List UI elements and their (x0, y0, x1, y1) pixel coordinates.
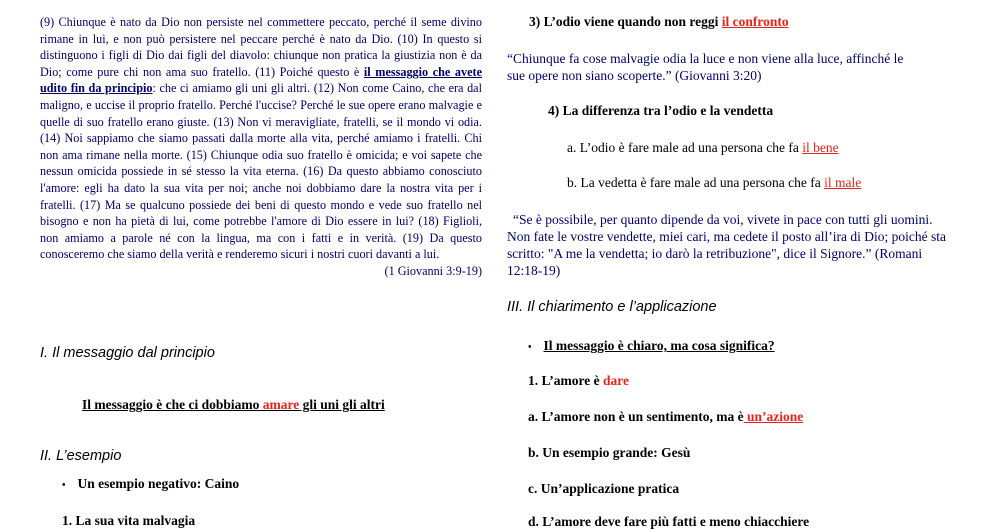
clarification-bullet-text: Il messaggio è chiaro, ma cosa significa? (543, 338, 775, 353)
sub-a-blank: il bene (802, 140, 839, 155)
point-c: c. Un’applicazione pratica (528, 481, 680, 496)
item-3 (529, 14, 789, 30)
point-b: b. Un esempio grande: Gesù (528, 445, 691, 460)
quote-john: “Chiunque fa cose malvagie odia la luce e non viene alla luce, affinché le sue opere non siano scoperte.” (Giovanni 3:20) (507, 51, 904, 83)
point-1 (528, 373, 629, 389)
message-blank: amare (262, 397, 300, 412)
passage-text-1: (9) Chiunque è nato da Dio non persiste nel commettere peccato, perché il seme divino rimane in lui, e non può persistere nel peccare perché è nato da Dio. (10) In questo si distinguono i figli di Dio dai figli del diavolo: chiunque non pratica la giustizia non è da Dio; come pure chi non ama suo fratello. (11) Poiché questo è (40, 15, 482, 79)
cut-off-line-right: d. L’amore deve fare più fatti e meno chiacchiere (528, 514, 810, 529)
message-post: gli uni gli altri (299, 397, 385, 412)
point-1-blank: dare (603, 373, 629, 388)
passage-highlight: il messaggio che avete udito fin da principio (40, 64, 482, 96)
cut-off-line-left: 1. La sua vita malvagia (62, 513, 196, 528)
passage-reference: (1 Giovanni 3:9-19) (384, 263, 482, 278)
heading-message: I. Il messaggio dal principio (40, 345, 215, 361)
passage-text-2: : che ci amiamo gli uni gli altri. (12) Non come Caino, che era dal maligno, e uccise il proprio fratello. Perché l'uccise? Perché le sue opere erano malvagie e quelle di suo fratello erano giuste. (13) Non vi meravigliate, fratelli, se il mondo vi odia. (14) Noi sappiamo che siamo passati dalla morte alla vita, perché amiamo i fratelli. Chi non ama rimane nella morte. (15) Chiunque odia suo fratello è omicida; e voi sapete che nessun omicida possiede in sé stesso la vita eterna. (16) Da questo abbiamo conosciuto l'amore: egli ha dato la sua vita per noi; anche noi dobbiamo dare la nostra vita per i fratelli. (17) Ma se qualcuno possiede dei beni di questo mondo e vede suo fratello nel bisogno e non ha pietà di lui, come potrebbe l'amore di Dio essere in lui? (18) Figlioli, non amiamo a parole né con la lingua, ma con i fatti e in verità. (19) Da questo conosceremo che siamo della verità e renderemo sicuri i nostri cuori davanti a lui. (40, 81, 482, 262)
heading-example: II. L’esempio (40, 448, 122, 464)
item-3-label: 3) L’odio viene quando non reggi (529, 14, 722, 29)
sub-b-label: b. La vedetta è fare male ad una persona che fa (567, 175, 825, 190)
bible-passage (40, 14, 482, 280)
negative-example-item (62, 476, 239, 492)
point-a-blank: un’azione (743, 409, 804, 424)
bullet-icon: • (62, 480, 66, 491)
sub-b (567, 175, 861, 191)
point-a (528, 409, 803, 425)
sub-a (567, 140, 839, 156)
negative-example-text: Un esempio negativo: Caino (77, 476, 240, 491)
sub-b-blank: il male (824, 175, 862, 190)
item-3-blank: il confronto (721, 14, 789, 29)
bullet-icon: • (528, 342, 532, 353)
sub-a-label: a. L’odio è fare male ad una persona che fa (567, 140, 803, 155)
quote-romans: “Se è possibile, per quanto dipende da voi, vivete in pace con tutti gli uomini. Non fate le vostre vendette, miei cari, ma cedete il posto all’ira di Dio; poiché sta scritto: "A me la vendetta; io darò la retribuzione", dice il Signore.” (Romani 12:18-19) (507, 212, 946, 278)
clarification-bullet (528, 338, 775, 354)
item-4: 4) La differenza tra l’odio e la vendetta (548, 103, 774, 118)
heading-clarification: III. Il chiarimento e l’applicazione (507, 299, 717, 315)
point-a-label: a. L’amore non è un sentimento, ma è (528, 409, 744, 424)
message-pre: Il messaggio è che ci dobbiamo (82, 397, 263, 412)
point-1-label: 1. L’amore è (528, 373, 603, 388)
message-line (82, 397, 385, 413)
